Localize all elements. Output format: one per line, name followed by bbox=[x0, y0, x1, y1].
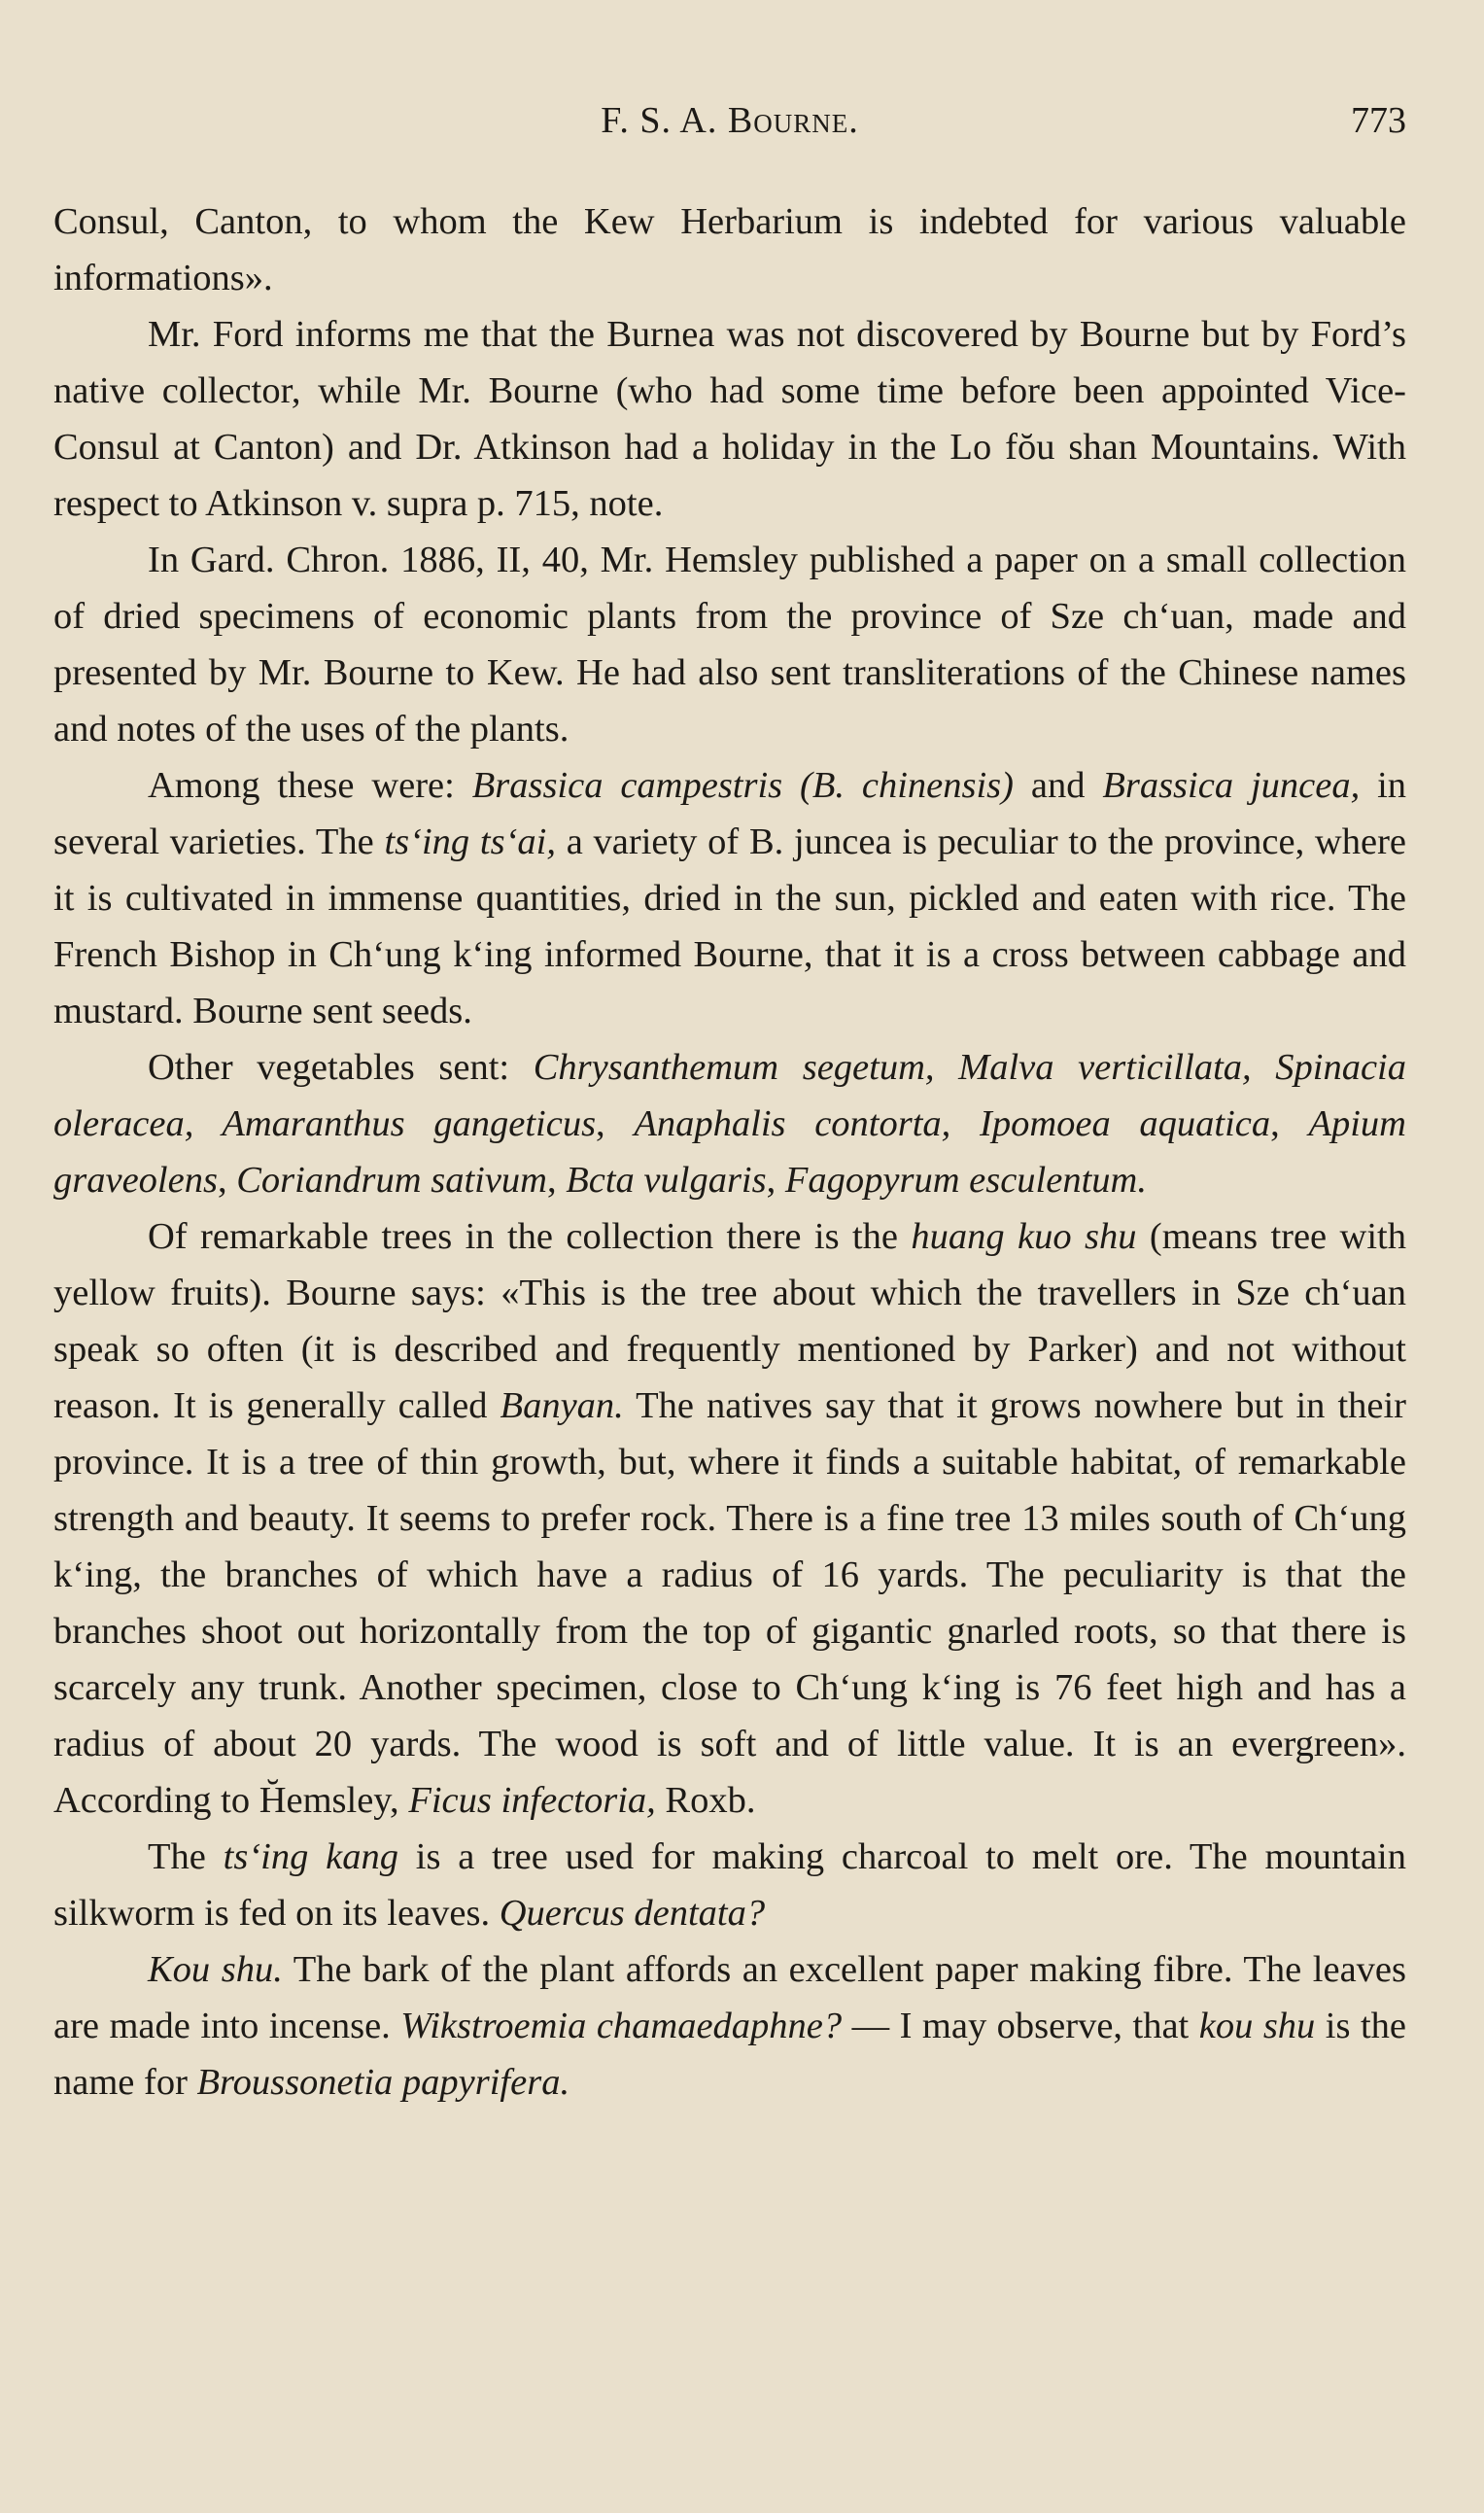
paragraph bbox=[53, 193, 1406, 306]
italic-text: Coriandrum sativum bbox=[236, 1160, 547, 1201]
italic-text: kou shu bbox=[1198, 2006, 1316, 2046]
text-run: (means tree with yellow fruits). Bourne says: «This is the tree about which the travellers in Sze chʻuan speak so often (it is described and frequently mentioned by Parker) and not without reason. It is generally called bbox=[53, 1216, 1406, 1426]
italic-text: tsʻing kang bbox=[223, 1836, 398, 1877]
italic-text: Apium graveolens bbox=[53, 1103, 1406, 1201]
paragraph bbox=[53, 1039, 1406, 1208]
italic-text: Kou shu. bbox=[148, 1949, 283, 1990]
text-run: , bbox=[766, 1160, 785, 1201]
text-run: , bbox=[217, 1160, 237, 1201]
text-run: and bbox=[1013, 765, 1103, 806]
text-run: , bbox=[596, 1103, 635, 1144]
italic-text: Brassica campestris (B. chinensis) bbox=[471, 765, 1014, 806]
text-run: Roxb. bbox=[655, 1780, 756, 1821]
text-run: Other vegetables sent: bbox=[148, 1047, 534, 1088]
italic-text: huang kuo shu bbox=[911, 1216, 1137, 1257]
text-run: Consul, Canton, to whom the Kew Herbarium is indebted for various valuable informations». bbox=[53, 201, 1406, 298]
paragraph bbox=[53, 1829, 1406, 1941]
text-run: a variety of B. juncea is peculiar to the province, where it is cultivated in immense quantities, dried in the sun, pickled and eaten with rice. The French Bishop in Chʻung kʻing informed Bourne, that it is a cross between cabbage and mustard. Bourne sent seeds. bbox=[53, 821, 1406, 1031]
paragraph bbox=[53, 1941, 1406, 2111]
italic-text: Bcta vulgaris bbox=[566, 1160, 767, 1201]
text-run: Among these were: bbox=[148, 765, 472, 806]
text-run: Of remarkable trees in the collection there is the bbox=[148, 1216, 912, 1257]
italic-text: Fagopyrum esculentum. bbox=[784, 1160, 1147, 1201]
text-run: is a tree used for making charcoal to melt ore. The mountain silkworm is fed on its leaves. bbox=[53, 1836, 1406, 1934]
italic-text: Ficus infectoria, bbox=[408, 1780, 656, 1821]
text-run: The bbox=[148, 1836, 224, 1877]
text-run: — I may observe, that bbox=[842, 2006, 1199, 2046]
running-head bbox=[53, 99, 1406, 142]
text-run: The natives say that it grows nowhere but in their province. It is a tree of thin growth, but, where it finds a suitable habitat, of remarkable strength and beauty. It seems to prefer rock. There is a fine tree 13 miles south of Chʻung kʻing, the branches of which have a radius of 16 yards. The peculiarity is that the branches shoot out horizontally from the top of gigantic gnarled roots, so that there is scarcely any trunk. Another specimen, close to Chʻung kʻing is 76 feet high and has a radius of about 20 yards. The wood is soft and of little value. It is an evergreen». According to H̆emsley, bbox=[53, 1385, 1406, 1821]
paragraph bbox=[53, 306, 1406, 532]
italic-text: Brassica juncea, bbox=[1102, 765, 1361, 806]
page-number: 773 bbox=[1351, 100, 1406, 141]
author-initials: F. S. A. bbox=[601, 100, 718, 141]
text-run: The bark of the plant affords an excellent paper making fibre. The leaves are made into incense. bbox=[53, 1949, 1406, 2046]
body-text bbox=[53, 193, 1406, 2111]
author-surname: Bourne. bbox=[727, 100, 859, 141]
italic-text: Banyan. bbox=[500, 1385, 624, 1426]
text-run: in several varieties. The bbox=[53, 765, 1407, 862]
paragraph bbox=[53, 757, 1406, 1039]
paragraph bbox=[53, 1208, 1406, 1829]
italic-text: tsʻing tsʻai, bbox=[384, 821, 556, 862]
italic-text: Quercus dentata? bbox=[499, 1893, 766, 1934]
text-run: Mr. Ford informs me that the Burnea was not discovered by Bourne but by Ford’s native collector, while Mr. Bourne (who had some time before been appointed Vice-Consul at Canton) and Dr. Atkinson had a holiday in the Lo fŏu shan Mountains. With respect to Atkinson v. supra p. 715, note. bbox=[53, 314, 1406, 524]
text-run: , bbox=[1270, 1103, 1309, 1144]
text-run: is the name for bbox=[53, 2006, 1406, 2103]
italic-text: Broussonetia papyrifera. bbox=[196, 2062, 570, 2103]
text-run: In Gard. Chron. 1886, II, 40, Mr. Hemsley published a paper on a small collection of dried specimens of economic plants from the province of Sze chʻuan, made and presented by Mr. Bourne to Kew. He had also sent transliterations of the Chinese names and notes of the uses of the plants. bbox=[53, 540, 1406, 750]
italic-text: Wikstroemia chamaedaphne? bbox=[400, 2006, 843, 2046]
paragraph bbox=[53, 532, 1406, 757]
text-run: , bbox=[546, 1160, 567, 1201]
italic-text: Chrysanthemum segetum, Malva verticillata, Spinacia oleracea, Amaranthus gangeticus bbox=[53, 1047, 1406, 1144]
page-header bbox=[53, 99, 1406, 157]
italic-text: Anaphalis contorta, Ipomoea aquatica bbox=[634, 1103, 1271, 1144]
